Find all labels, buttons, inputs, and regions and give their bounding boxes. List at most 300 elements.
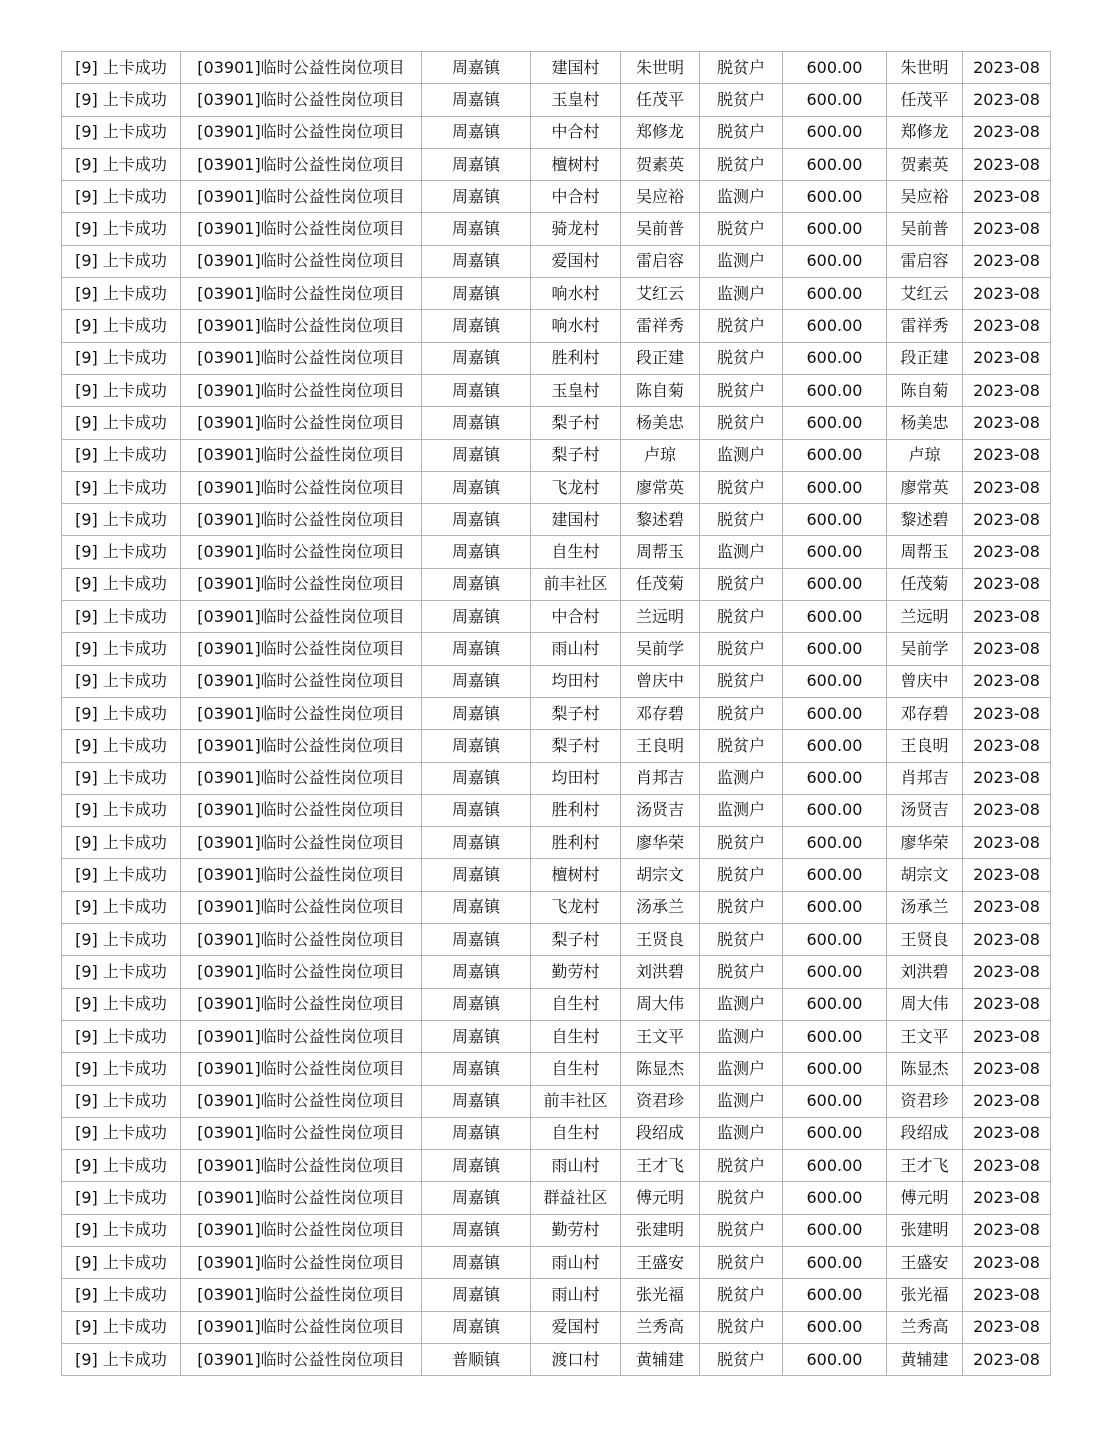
town-cell: 周嘉镇 bbox=[422, 116, 531, 148]
project-cell: [03901]临时公益性岗位项目 bbox=[181, 504, 422, 536]
amount-cell: 600.00 bbox=[783, 504, 887, 536]
town-cell: 周嘉镇 bbox=[422, 568, 531, 600]
project-cell: [03901]临时公益性岗位项目 bbox=[181, 601, 422, 633]
table-row bbox=[62, 956, 1051, 988]
table-row bbox=[62, 859, 1051, 891]
village-cell: 梨子村 bbox=[531, 439, 621, 471]
status-cell: [9] 上卡成功 bbox=[62, 181, 181, 213]
period-cell: 2023-08 bbox=[963, 407, 1051, 439]
town-cell: 周嘉镇 bbox=[422, 633, 531, 665]
table-row bbox=[62, 1214, 1051, 1246]
status-cell: [9] 上卡成功 bbox=[62, 859, 181, 891]
payee-cell: 艾红云 bbox=[887, 278, 963, 310]
payee-cell: 兰远明 bbox=[887, 601, 963, 633]
village-cell: 雨山村 bbox=[531, 1279, 621, 1311]
village-cell: 前丰社区 bbox=[531, 568, 621, 600]
name-cell: 朱世明 bbox=[621, 52, 700, 84]
amount-cell: 600.00 bbox=[783, 1279, 887, 1311]
town-cell: 周嘉镇 bbox=[422, 697, 531, 729]
project-cell: [03901]临时公益性岗位项目 bbox=[181, 245, 422, 277]
table-row bbox=[62, 1085, 1051, 1117]
amount-cell: 600.00 bbox=[783, 1150, 887, 1182]
amount-cell: 600.00 bbox=[783, 1343, 887, 1375]
project-cell: [03901]临时公益性岗位项目 bbox=[181, 116, 422, 148]
name-cell: 张建明 bbox=[621, 1214, 700, 1246]
payee-cell: 廖常英 bbox=[887, 471, 963, 503]
payee-cell: 雷启容 bbox=[887, 245, 963, 277]
town-cell: 周嘉镇 bbox=[422, 1053, 531, 1085]
name-cell: 段绍成 bbox=[621, 1117, 700, 1149]
table-row bbox=[62, 181, 1051, 213]
household-type-cell: 脱贫户 bbox=[700, 310, 783, 342]
table-row bbox=[62, 1279, 1051, 1311]
town-cell: 周嘉镇 bbox=[422, 730, 531, 762]
village-cell: 胜利村 bbox=[531, 827, 621, 859]
village-cell: 群益社区 bbox=[531, 1182, 621, 1214]
period-cell: 2023-08 bbox=[963, 924, 1051, 956]
village-cell: 飞龙村 bbox=[531, 471, 621, 503]
amount-cell: 600.00 bbox=[783, 1311, 887, 1343]
status-cell: [9] 上卡成功 bbox=[62, 245, 181, 277]
payee-cell: 陈显杰 bbox=[887, 1053, 963, 1085]
household-type-cell: 监测户 bbox=[700, 181, 783, 213]
project-cell: [03901]临时公益性岗位项目 bbox=[181, 956, 422, 988]
payment-records-table bbox=[61, 51, 1051, 1376]
village-cell: 飞龙村 bbox=[531, 891, 621, 923]
name-cell: 黄辅建 bbox=[621, 1343, 700, 1375]
household-type-cell: 监测户 bbox=[700, 536, 783, 568]
period-cell: 2023-08 bbox=[963, 1085, 1051, 1117]
project-cell: [03901]临时公益性岗位项目 bbox=[181, 278, 422, 310]
project-cell: [03901]临时公益性岗位项目 bbox=[181, 310, 422, 342]
name-cell: 卢琼 bbox=[621, 439, 700, 471]
period-cell: 2023-08 bbox=[963, 116, 1051, 148]
project-cell: [03901]临时公益性岗位项目 bbox=[181, 1279, 422, 1311]
village-cell: 梨子村 bbox=[531, 407, 621, 439]
name-cell: 汤贤吉 bbox=[621, 794, 700, 826]
status-cell: [9] 上卡成功 bbox=[62, 633, 181, 665]
project-cell: [03901]临时公益性岗位项目 bbox=[181, 891, 422, 923]
payee-cell: 汤承兰 bbox=[887, 891, 963, 923]
period-cell: 2023-08 bbox=[963, 730, 1051, 762]
town-cell: 周嘉镇 bbox=[422, 1246, 531, 1278]
payee-cell: 胡宗文 bbox=[887, 859, 963, 891]
project-cell: [03901]临时公益性岗位项目 bbox=[181, 1214, 422, 1246]
household-type-cell: 脱贫户 bbox=[700, 1150, 783, 1182]
amount-cell: 600.00 bbox=[783, 568, 887, 600]
table-row bbox=[62, 1343, 1051, 1375]
name-cell: 陈自菊 bbox=[621, 374, 700, 406]
period-cell: 2023-08 bbox=[963, 1053, 1051, 1085]
village-cell: 均田村 bbox=[531, 665, 621, 697]
name-cell: 段正建 bbox=[621, 342, 700, 374]
name-cell: 雷启容 bbox=[621, 245, 700, 277]
table-row bbox=[62, 471, 1051, 503]
project-cell: [03901]临时公益性岗位项目 bbox=[181, 1343, 422, 1375]
town-cell: 周嘉镇 bbox=[422, 471, 531, 503]
household-type-cell: 脱贫户 bbox=[700, 601, 783, 633]
payee-cell: 廖华荣 bbox=[887, 827, 963, 859]
table-row bbox=[62, 1150, 1051, 1182]
household-type-cell: 脱贫户 bbox=[700, 504, 783, 536]
period-cell: 2023-08 bbox=[963, 859, 1051, 891]
name-cell: 周帮玉 bbox=[621, 536, 700, 568]
period-cell: 2023-08 bbox=[963, 1020, 1051, 1052]
amount-cell: 600.00 bbox=[783, 794, 887, 826]
payee-cell: 王才飞 bbox=[887, 1150, 963, 1182]
period-cell: 2023-08 bbox=[963, 439, 1051, 471]
household-type-cell: 脱贫户 bbox=[700, 568, 783, 600]
household-type-cell: 脱贫户 bbox=[700, 1182, 783, 1214]
name-cell: 胡宗文 bbox=[621, 859, 700, 891]
town-cell: 周嘉镇 bbox=[422, 665, 531, 697]
village-cell: 梨子村 bbox=[531, 924, 621, 956]
town-cell: 周嘉镇 bbox=[422, 794, 531, 826]
table-row bbox=[62, 1182, 1051, 1214]
status-cell: [9] 上卡成功 bbox=[62, 924, 181, 956]
period-cell: 2023-08 bbox=[963, 1279, 1051, 1311]
table-row bbox=[62, 84, 1051, 116]
amount-cell: 600.00 bbox=[783, 697, 887, 729]
town-cell: 周嘉镇 bbox=[422, 213, 531, 245]
table-row bbox=[62, 374, 1051, 406]
household-type-cell: 脱贫户 bbox=[700, 730, 783, 762]
project-cell: [03901]临时公益性岗位项目 bbox=[181, 1117, 422, 1149]
project-cell: [03901]临时公益性岗位项目 bbox=[181, 988, 422, 1020]
table-row bbox=[62, 310, 1051, 342]
status-cell: [9] 上卡成功 bbox=[62, 568, 181, 600]
amount-cell: 600.00 bbox=[783, 665, 887, 697]
name-cell: 兰秀高 bbox=[621, 1311, 700, 1343]
project-cell: [03901]临时公益性岗位项目 bbox=[181, 1246, 422, 1278]
payee-cell: 吴应裕 bbox=[887, 181, 963, 213]
town-cell: 周嘉镇 bbox=[422, 84, 531, 116]
period-cell: 2023-08 bbox=[963, 1150, 1051, 1182]
household-type-cell: 监测户 bbox=[700, 1020, 783, 1052]
project-cell: [03901]临时公益性岗位项目 bbox=[181, 1053, 422, 1085]
project-cell: [03901]临时公益性岗位项目 bbox=[181, 52, 422, 84]
town-cell: 周嘉镇 bbox=[422, 310, 531, 342]
table-body bbox=[62, 52, 1051, 1376]
amount-cell: 600.00 bbox=[783, 601, 887, 633]
project-cell: [03901]临时公益性岗位项目 bbox=[181, 181, 422, 213]
project-cell: [03901]临时公益性岗位项目 bbox=[181, 665, 422, 697]
status-cell: [9] 上卡成功 bbox=[62, 1279, 181, 1311]
project-cell: [03901]临时公益性岗位项目 bbox=[181, 536, 422, 568]
period-cell: 2023-08 bbox=[963, 1311, 1051, 1343]
village-cell: 玉皇村 bbox=[531, 374, 621, 406]
payee-cell: 周大伟 bbox=[887, 988, 963, 1020]
project-cell: [03901]临时公益性岗位项目 bbox=[181, 633, 422, 665]
project-cell: [03901]临时公益性岗位项目 bbox=[181, 827, 422, 859]
amount-cell: 600.00 bbox=[783, 891, 887, 923]
name-cell: 周大伟 bbox=[621, 988, 700, 1020]
name-cell: 王文平 bbox=[621, 1020, 700, 1052]
amount-cell: 600.00 bbox=[783, 310, 887, 342]
town-cell: 周嘉镇 bbox=[422, 374, 531, 406]
period-cell: 2023-08 bbox=[963, 665, 1051, 697]
payee-cell: 邓存碧 bbox=[887, 697, 963, 729]
status-cell: [9] 上卡成功 bbox=[62, 1311, 181, 1343]
project-cell: [03901]临时公益性岗位项目 bbox=[181, 859, 422, 891]
town-cell: 周嘉镇 bbox=[422, 148, 531, 180]
name-cell: 王良明 bbox=[621, 730, 700, 762]
period-cell: 2023-08 bbox=[963, 762, 1051, 794]
period-cell: 2023-08 bbox=[963, 84, 1051, 116]
village-cell: 响水村 bbox=[531, 278, 621, 310]
payee-cell: 资君珍 bbox=[887, 1085, 963, 1117]
amount-cell: 600.00 bbox=[783, 52, 887, 84]
payee-cell: 任茂平 bbox=[887, 84, 963, 116]
amount-cell: 600.00 bbox=[783, 342, 887, 374]
project-cell: [03901]临时公益性岗位项目 bbox=[181, 697, 422, 729]
village-cell: 爱国村 bbox=[531, 245, 621, 277]
household-type-cell: 监测户 bbox=[700, 439, 783, 471]
period-cell: 2023-08 bbox=[963, 504, 1051, 536]
household-type-cell: 脱贫户 bbox=[700, 148, 783, 180]
table-row bbox=[62, 730, 1051, 762]
payee-cell: 黎述碧 bbox=[887, 504, 963, 536]
village-cell: 胜利村 bbox=[531, 342, 621, 374]
period-cell: 2023-08 bbox=[963, 1343, 1051, 1375]
amount-cell: 600.00 bbox=[783, 439, 887, 471]
town-cell: 周嘉镇 bbox=[422, 762, 531, 794]
period-cell: 2023-08 bbox=[963, 471, 1051, 503]
status-cell: [9] 上卡成功 bbox=[62, 762, 181, 794]
name-cell: 黎述碧 bbox=[621, 504, 700, 536]
payee-cell: 兰秀高 bbox=[887, 1311, 963, 1343]
town-cell: 周嘉镇 bbox=[422, 278, 531, 310]
amount-cell: 600.00 bbox=[783, 1182, 887, 1214]
household-type-cell: 脱贫户 bbox=[700, 956, 783, 988]
payee-cell: 肖邦吉 bbox=[887, 762, 963, 794]
project-cell: [03901]临时公益性岗位项目 bbox=[181, 471, 422, 503]
status-cell: [9] 上卡成功 bbox=[62, 374, 181, 406]
name-cell: 傅元明 bbox=[621, 1182, 700, 1214]
amount-cell: 600.00 bbox=[783, 84, 887, 116]
table-row bbox=[62, 665, 1051, 697]
project-cell: [03901]临时公益性岗位项目 bbox=[181, 1311, 422, 1343]
amount-cell: 600.00 bbox=[783, 278, 887, 310]
amount-cell: 600.00 bbox=[783, 374, 887, 406]
period-cell: 2023-08 bbox=[963, 245, 1051, 277]
village-cell: 自生村 bbox=[531, 1020, 621, 1052]
village-cell: 骑龙村 bbox=[531, 213, 621, 245]
status-cell: [9] 上卡成功 bbox=[62, 1182, 181, 1214]
village-cell: 中合村 bbox=[531, 181, 621, 213]
village-cell: 玉皇村 bbox=[531, 84, 621, 116]
town-cell: 周嘉镇 bbox=[422, 52, 531, 84]
village-cell: 梨子村 bbox=[531, 697, 621, 729]
amount-cell: 600.00 bbox=[783, 1117, 887, 1149]
name-cell: 艾红云 bbox=[621, 278, 700, 310]
household-type-cell: 监测户 bbox=[700, 988, 783, 1020]
project-cell: [03901]临时公益性岗位项目 bbox=[181, 762, 422, 794]
payee-cell: 王良明 bbox=[887, 730, 963, 762]
payee-cell: 段正建 bbox=[887, 342, 963, 374]
town-cell: 周嘉镇 bbox=[422, 504, 531, 536]
name-cell: 廖常英 bbox=[621, 471, 700, 503]
status-cell: [9] 上卡成功 bbox=[62, 213, 181, 245]
project-cell: [03901]临时公益性岗位项目 bbox=[181, 407, 422, 439]
amount-cell: 600.00 bbox=[783, 1214, 887, 1246]
name-cell: 邓存碧 bbox=[621, 697, 700, 729]
payee-cell: 朱世明 bbox=[887, 52, 963, 84]
payee-cell: 郑修龙 bbox=[887, 116, 963, 148]
table-row bbox=[62, 439, 1051, 471]
payee-cell: 王贤良 bbox=[887, 924, 963, 956]
village-cell: 勤劳村 bbox=[531, 1214, 621, 1246]
name-cell: 吴前学 bbox=[621, 633, 700, 665]
town-cell: 周嘉镇 bbox=[422, 1279, 531, 1311]
period-cell: 2023-08 bbox=[963, 633, 1051, 665]
payee-cell: 张建明 bbox=[887, 1214, 963, 1246]
town-cell: 周嘉镇 bbox=[422, 1150, 531, 1182]
village-cell: 中合村 bbox=[531, 116, 621, 148]
household-type-cell: 监测户 bbox=[700, 794, 783, 826]
payee-cell: 王盛安 bbox=[887, 1246, 963, 1278]
amount-cell: 600.00 bbox=[783, 762, 887, 794]
amount-cell: 600.00 bbox=[783, 148, 887, 180]
village-cell: 檀树村 bbox=[531, 859, 621, 891]
town-cell: 周嘉镇 bbox=[422, 342, 531, 374]
payee-cell: 段绍成 bbox=[887, 1117, 963, 1149]
amount-cell: 600.00 bbox=[783, 471, 887, 503]
status-cell: [9] 上卡成功 bbox=[62, 1053, 181, 1085]
village-cell: 雨山村 bbox=[531, 1150, 621, 1182]
status-cell: [9] 上卡成功 bbox=[62, 471, 181, 503]
status-cell: [9] 上卡成功 bbox=[62, 84, 181, 116]
amount-cell: 600.00 bbox=[783, 1053, 887, 1085]
town-cell: 周嘉镇 bbox=[422, 536, 531, 568]
payee-cell: 杨美忠 bbox=[887, 407, 963, 439]
town-cell: 周嘉镇 bbox=[422, 1311, 531, 1343]
amount-cell: 600.00 bbox=[783, 827, 887, 859]
village-cell: 渡口村 bbox=[531, 1343, 621, 1375]
status-cell: [9] 上卡成功 bbox=[62, 988, 181, 1020]
village-cell: 建国村 bbox=[531, 52, 621, 84]
household-type-cell: 监测户 bbox=[700, 278, 783, 310]
amount-cell: 600.00 bbox=[783, 956, 887, 988]
table-row bbox=[62, 245, 1051, 277]
household-type-cell: 脱贫户 bbox=[700, 1311, 783, 1343]
village-cell: 响水村 bbox=[531, 310, 621, 342]
household-type-cell: 脱贫户 bbox=[700, 116, 783, 148]
name-cell: 吴应裕 bbox=[621, 181, 700, 213]
period-cell: 2023-08 bbox=[963, 1182, 1051, 1214]
name-cell: 资君珍 bbox=[621, 1085, 700, 1117]
status-cell: [9] 上卡成功 bbox=[62, 1085, 181, 1117]
name-cell: 贺素英 bbox=[621, 148, 700, 180]
payee-cell: 张光福 bbox=[887, 1279, 963, 1311]
village-cell: 雨山村 bbox=[531, 633, 621, 665]
status-cell: [9] 上卡成功 bbox=[62, 1020, 181, 1052]
name-cell: 肖邦吉 bbox=[621, 762, 700, 794]
payee-cell: 王文平 bbox=[887, 1020, 963, 1052]
status-cell: [9] 上卡成功 bbox=[62, 697, 181, 729]
name-cell: 汤承兰 bbox=[621, 891, 700, 923]
project-cell: [03901]临时公益性岗位项目 bbox=[181, 342, 422, 374]
amount-cell: 600.00 bbox=[783, 859, 887, 891]
town-cell: 周嘉镇 bbox=[422, 891, 531, 923]
town-cell: 周嘉镇 bbox=[422, 407, 531, 439]
table-row bbox=[62, 52, 1051, 84]
period-cell: 2023-08 bbox=[963, 310, 1051, 342]
village-cell: 梨子村 bbox=[531, 730, 621, 762]
table-row bbox=[62, 342, 1051, 374]
status-cell: [9] 上卡成功 bbox=[62, 1150, 181, 1182]
village-cell: 雨山村 bbox=[531, 1246, 621, 1278]
amount-cell: 600.00 bbox=[783, 1085, 887, 1117]
period-cell: 2023-08 bbox=[963, 278, 1051, 310]
payee-cell: 刘洪碧 bbox=[887, 956, 963, 988]
table-row bbox=[62, 536, 1051, 568]
village-cell: 自生村 bbox=[531, 1117, 621, 1149]
status-cell: [9] 上卡成功 bbox=[62, 794, 181, 826]
status-cell: [9] 上卡成功 bbox=[62, 956, 181, 988]
household-type-cell: 监测户 bbox=[700, 1085, 783, 1117]
project-cell: [03901]临时公益性岗位项目 bbox=[181, 568, 422, 600]
period-cell: 2023-08 bbox=[963, 536, 1051, 568]
town-cell: 周嘉镇 bbox=[422, 1117, 531, 1149]
payee-cell: 卢琼 bbox=[887, 439, 963, 471]
status-cell: [9] 上卡成功 bbox=[62, 665, 181, 697]
amount-cell: 600.00 bbox=[783, 1246, 887, 1278]
name-cell: 王才飞 bbox=[621, 1150, 700, 1182]
household-type-cell: 脱贫户 bbox=[700, 633, 783, 665]
village-cell: 自生村 bbox=[531, 1053, 621, 1085]
town-cell: 周嘉镇 bbox=[422, 859, 531, 891]
town-cell: 周嘉镇 bbox=[422, 1182, 531, 1214]
period-cell: 2023-08 bbox=[963, 827, 1051, 859]
status-cell: [9] 上卡成功 bbox=[62, 1343, 181, 1375]
town-cell: 周嘉镇 bbox=[422, 827, 531, 859]
period-cell: 2023-08 bbox=[963, 697, 1051, 729]
status-cell: [9] 上卡成功 bbox=[62, 827, 181, 859]
project-cell: [03901]临时公益性岗位项目 bbox=[181, 1085, 422, 1117]
payee-cell: 汤贤吉 bbox=[887, 794, 963, 826]
village-cell: 自生村 bbox=[531, 988, 621, 1020]
village-cell: 胜利村 bbox=[531, 794, 621, 826]
amount-cell: 600.00 bbox=[783, 407, 887, 439]
household-type-cell: 监测户 bbox=[700, 245, 783, 277]
table-row bbox=[62, 278, 1051, 310]
period-cell: 2023-08 bbox=[963, 1117, 1051, 1149]
project-cell: [03901]临时公益性岗位项目 bbox=[181, 84, 422, 116]
period-cell: 2023-08 bbox=[963, 794, 1051, 826]
household-type-cell: 监测户 bbox=[700, 1053, 783, 1085]
status-cell: [9] 上卡成功 bbox=[62, 116, 181, 148]
name-cell: 兰远明 bbox=[621, 601, 700, 633]
period-cell: 2023-08 bbox=[963, 988, 1051, 1020]
status-cell: [9] 上卡成功 bbox=[62, 1246, 181, 1278]
name-cell: 郑修龙 bbox=[621, 116, 700, 148]
status-cell: [9] 上卡成功 bbox=[62, 601, 181, 633]
period-cell: 2023-08 bbox=[963, 148, 1051, 180]
household-type-cell: 脱贫户 bbox=[700, 891, 783, 923]
name-cell: 吴前普 bbox=[621, 213, 700, 245]
amount-cell: 600.00 bbox=[783, 536, 887, 568]
table-row bbox=[62, 213, 1051, 245]
table-row bbox=[62, 827, 1051, 859]
town-cell: 周嘉镇 bbox=[422, 1020, 531, 1052]
table-row bbox=[62, 794, 1051, 826]
name-cell: 张光福 bbox=[621, 1279, 700, 1311]
household-type-cell: 脱贫户 bbox=[700, 52, 783, 84]
payee-cell: 傅元明 bbox=[887, 1182, 963, 1214]
table-row bbox=[62, 601, 1051, 633]
town-cell: 周嘉镇 bbox=[422, 601, 531, 633]
